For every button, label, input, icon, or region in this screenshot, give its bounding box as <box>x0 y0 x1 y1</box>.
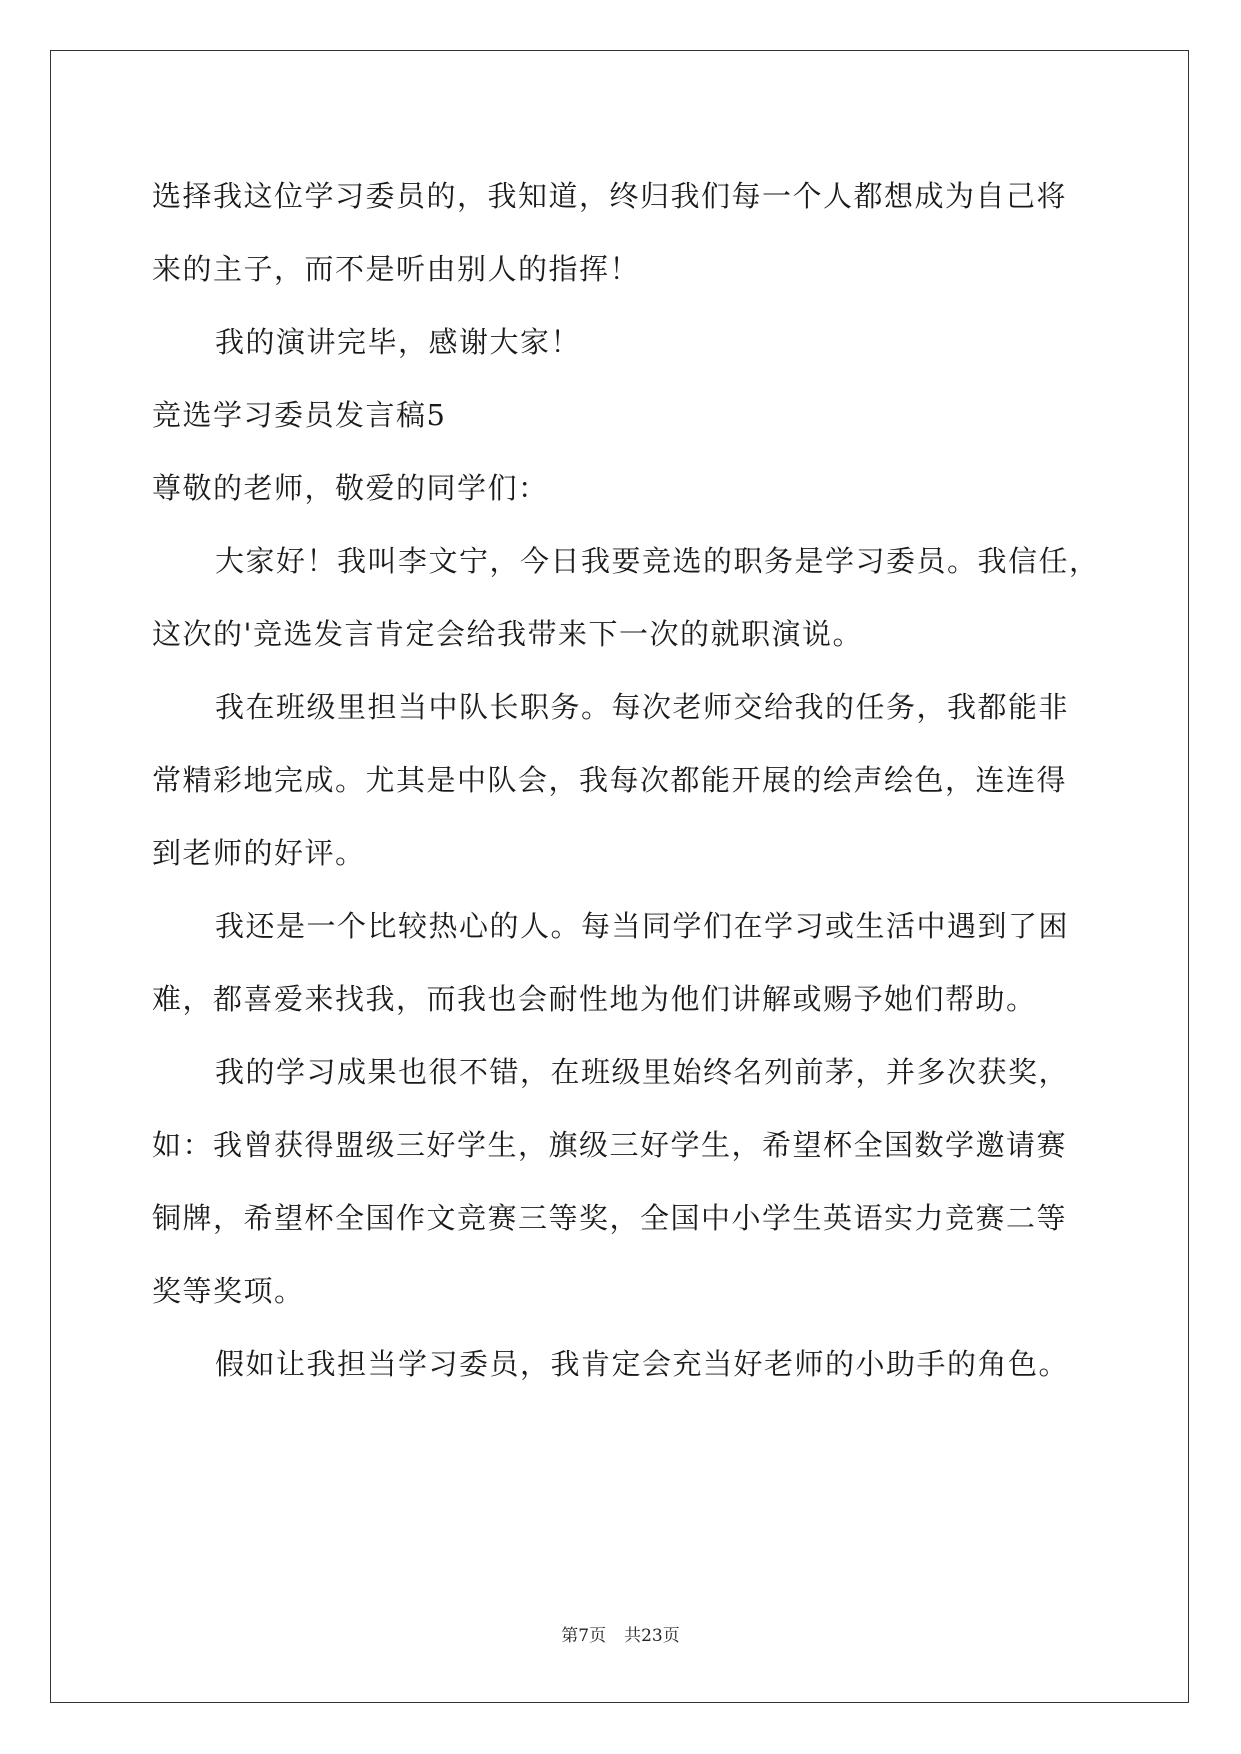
section-heading: 竞选学习委员发言稿5 <box>152 398 447 432</box>
text-line: 难，都喜爱来找我，而我也会耐性地为他们讲解或赐予她们帮助。 <box>152 982 1037 1016</box>
document-body <box>152 160 1100 1401</box>
text-line: 我的学习成果也很不错，在班级里始终名列前茅，并多次获奖， <box>215 1055 1070 1089</box>
text-line: 我还是一个比较热心的人。每当同学们在学习或生活中遇到了困 <box>215 909 1070 943</box>
text-line: 铜牌，希望杯全国作文竞赛三等奖，全国中小学生英语实力竞赛二等 <box>152 1201 1068 1235</box>
text-line: 我在班级里担当中队长职务。每次老师交给我的任务，我都能非 <box>215 690 1070 724</box>
text-line: 常精彩地完成。尤其是中队会，我每次都能开展的绘声绘色，连连得 <box>152 763 1068 797</box>
text-line: 到老师的好评。 <box>152 836 366 870</box>
text-line: 来的主子，而不是听由别人的指挥！ <box>152 252 641 286</box>
text-line: 奖等奖项。 <box>152 1274 305 1308</box>
text-line: 假如让我担当学习委员，我肯定会充当好老师的小助手的角色。 <box>215 1347 1070 1381</box>
salutation: 尊敬的老师，敬爱的同学们： <box>152 471 549 505</box>
page-footer <box>0 1624 1241 1648</box>
page-total: 共23页 <box>624 1626 680 1646</box>
page-number: 第7页 <box>561 1626 607 1646</box>
text-line: 大家好！我叫李文宁，今日我要竞选的职务是学习委员。我信任， <box>215 544 1100 578</box>
text-line: 选择我这位学习委员的，我知道，终归我们每一个人都想成为自己将 <box>152 179 1068 213</box>
text-line: 这次的'竞选发言肯定会给我带来下一次的就职演说。 <box>152 617 863 651</box>
text-line: 我的演讲完毕，感谢大家！ <box>215 325 582 359</box>
text-line: 如：我曾获得盟级三好学生，旗级三好学生，希望杯全国数学邀请赛 <box>152 1128 1068 1162</box>
